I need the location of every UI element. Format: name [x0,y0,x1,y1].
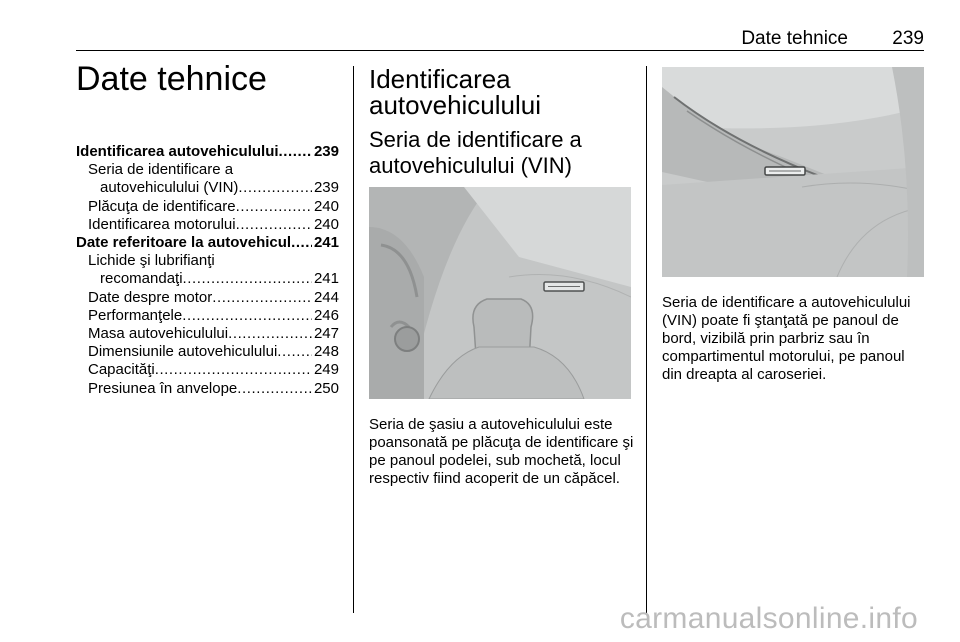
toc-leader [291,234,312,252]
figure-vin-dashboard [662,67,924,277]
toc-leader [155,361,312,379]
watermark: carmanualsonline.info [619,602,918,635]
vin-floor-illustration [369,187,631,399]
toc-entry-page: 239 [313,179,339,197]
chapter-title: Date tehnice [76,60,267,98]
toc-leader [237,380,312,398]
header-rule [76,50,924,51]
header-page-number: 239 [892,28,924,49]
toc-entry-page: 244 [313,288,339,306]
figure-caption-vin-floor: Seria de şasiu a autovehiculului este poansonată pe plăcuţa de identificare şi pe panoul podelei, sub mochetă, locul respectiv fiind acoperit de un căpăcel. [369,416,634,487]
toc-entry-page: 247 [313,325,339,343]
toc-entry-page: 248 [313,343,339,361]
toc-entry[interactable] [76,216,339,234]
header-section-title: Date tehnice [741,28,848,49]
vin-dashboard-illustration [662,67,924,277]
toc-leader [236,216,312,234]
toc-entry-label: Identificarea autovehiculului [76,143,279,160]
toc-entry-page: 246 [313,306,339,324]
toc-leader [228,325,312,343]
toc-entry-label[interactable]: Seria de identificare a [88,161,234,179]
figure-vin-floor-panel [369,187,631,399]
toc-entry-page: 241 [313,234,339,252]
toc-entry-page: 240 [313,197,339,215]
subsection-title: Seria de identificare a autovehiculului (VIN) [369,127,582,178]
toc-leader [182,307,312,325]
toc-entry-label: Presiunea în anvelope [88,379,238,397]
toc-entry-label: recomandaţi [100,270,183,288]
toc-entry[interactable] [76,179,339,197]
toc-entry[interactable] [76,289,339,307]
running-header [76,28,924,48]
toc-entry[interactable] [76,361,339,379]
toc-leader [236,198,312,216]
toc-entry-page: 240 [313,215,339,233]
toc-leader [183,270,312,288]
toc-entry-label: Dimensiunile autovehiculului [88,343,278,361]
toc-entry-label: autovehiculului (VIN) [100,179,239,197]
toc-leader [279,143,312,161]
toc-entry[interactable] [76,270,339,288]
toc-entry-label: Plăcuţa de identificare [88,197,236,215]
section-title: Identificarea autovehiculului [369,64,542,120]
toc-entry-page: 239 [313,143,339,160]
toc-entry[interactable] [76,198,339,216]
column-divider-left [353,66,354,613]
toc-entry[interactable] [76,143,339,161]
table-of-contents [76,143,339,398]
toc-entry-label: Date referitoare la autovehicul [76,234,292,252]
toc-entry[interactable] [76,307,339,325]
toc-entry[interactable] [76,325,339,343]
toc-entry[interactable] [76,380,339,398]
toc-entry-page: 250 [313,379,339,397]
column-divider-right [646,66,647,613]
toc-entry-page: 249 [313,361,339,379]
toc-entry-label: Date despre motor [88,288,213,306]
toc-entry[interactable] [76,343,339,361]
toc-leader [212,289,312,307]
toc-entry-label: Performanţele [88,306,183,324]
toc-entry-label: Masa autovehiculului [88,325,229,343]
toc-leader [277,343,312,361]
toc-entry-page: 241 [313,270,339,288]
toc-entry-label[interactable]: Lichide şi lubrifianţi [88,252,215,270]
toc-entry-label: Identificarea motorului [88,215,236,233]
toc-leader [238,179,312,197]
toc-entry[interactable] [76,234,339,252]
figure-caption-vin-dashboard: Seria de identificare a autovehiculului (VIN) poate fi ştanţată pe panoul de bord, vizibilă prin parbriz sau în compartimentul motorului, pe panoul din dreapta al caroseriei. [662,294,911,383]
toc-entry-label: Capacităţi [88,361,155,379]
